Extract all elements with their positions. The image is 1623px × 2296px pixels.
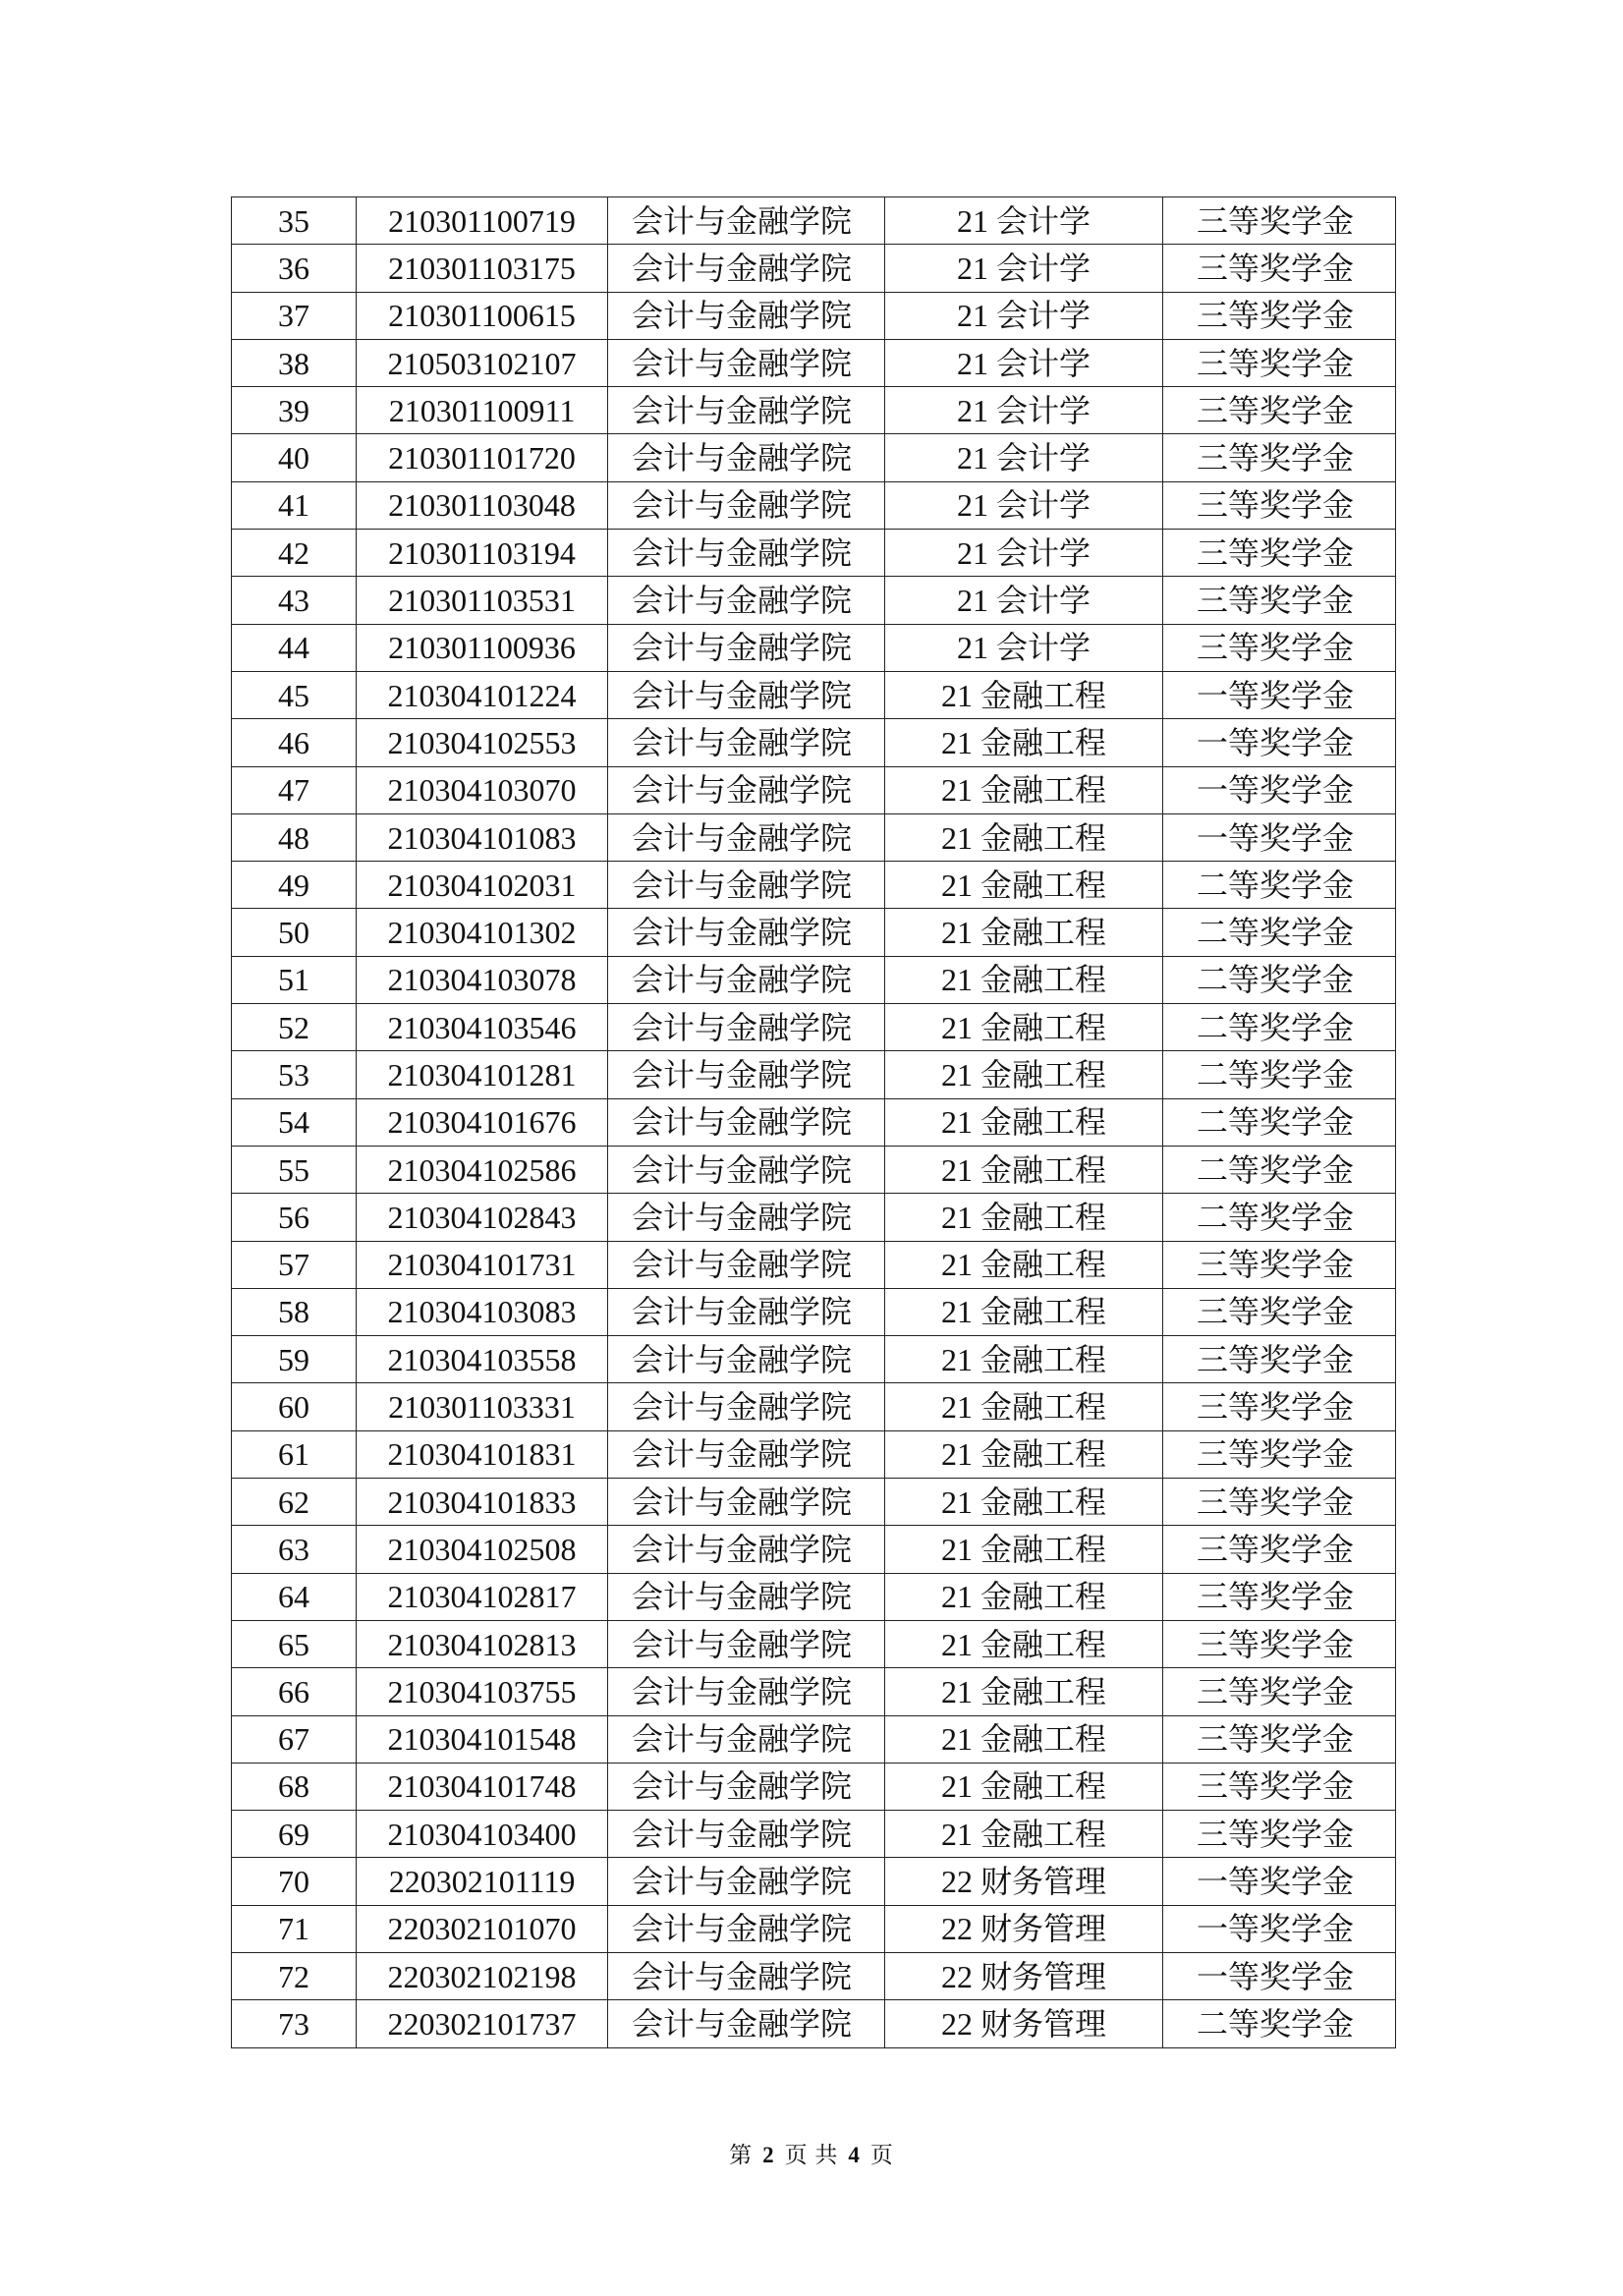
cell-major: 21 金融工程	[885, 862, 1163, 909]
cell-department: 会计与金融学院	[608, 2000, 885, 2047]
table-row	[232, 197, 1396, 245]
table-row	[232, 1620, 1396, 1667]
table-row	[232, 1004, 1396, 1051]
table-row	[232, 1146, 1396, 1193]
cell-index: 59	[232, 1336, 357, 1383]
cell-index: 61	[232, 1430, 357, 1478]
table-row	[232, 1241, 1396, 1288]
cell-major: 21 会计学	[885, 245, 1163, 292]
cell-index: 45	[232, 671, 357, 718]
table-row	[232, 1858, 1396, 1905]
cell-award: 三等奖学金	[1163, 197, 1396, 245]
table-row	[232, 719, 1396, 766]
cell-major: 21 金融工程	[885, 1573, 1163, 1620]
cell-award: 三等奖学金	[1163, 292, 1396, 339]
cell-award: 三等奖学金	[1163, 1430, 1396, 1478]
table-row	[232, 1479, 1396, 1526]
cell-major: 21 金融工程	[885, 956, 1163, 1003]
cell-student-id: 210304103755	[357, 1668, 608, 1715]
cell-student-id: 210304102508	[357, 1526, 608, 1573]
cell-award: 三等奖学金	[1163, 1383, 1396, 1430]
cell-award: 三等奖学金	[1163, 1288, 1396, 1335]
cell-index: 50	[232, 909, 357, 956]
cell-department: 会计与金融学院	[608, 1715, 885, 1763]
cell-major: 21 金融工程	[885, 1194, 1163, 1241]
cell-major: 21 金融工程	[885, 1288, 1163, 1335]
cell-major: 21 会计学	[885, 387, 1163, 434]
cell-student-id: 210304101083	[357, 813, 608, 861]
cell-award: 三等奖学金	[1163, 577, 1396, 624]
cell-department: 会计与金融学院	[608, 1383, 885, 1430]
cell-major: 21 金融工程	[885, 1715, 1163, 1763]
cell-student-id: 210304103558	[357, 1336, 608, 1383]
table-row	[232, 1526, 1396, 1573]
cell-major: 21 会计学	[885, 197, 1163, 245]
cell-student-id: 210304102817	[357, 1573, 608, 1620]
cell-award: 三等奖学金	[1163, 1620, 1396, 1667]
cell-student-id: 210301100615	[357, 292, 608, 339]
table-row	[232, 530, 1396, 577]
cell-index: 69	[232, 1811, 357, 1858]
cell-student-id: 220302101070	[357, 1905, 608, 1952]
cell-major: 21 金融工程	[885, 719, 1163, 766]
cell-award: 二等奖学金	[1163, 1004, 1396, 1051]
cell-student-id: 220302101119	[357, 1858, 608, 1905]
table-body	[232, 197, 1396, 2048]
cell-student-id: 220302102198	[357, 1952, 608, 1999]
cell-major: 21 金融工程	[885, 1479, 1163, 1526]
cell-major: 21 金融工程	[885, 1811, 1163, 1858]
cell-student-id: 210304102843	[357, 1194, 608, 1241]
table-row	[232, 434, 1396, 481]
cell-student-id: 210304101224	[357, 671, 608, 718]
cell-major: 21 金融工程	[885, 766, 1163, 813]
cell-department: 会计与金融学院	[608, 1858, 885, 1905]
cell-student-id: 210304103078	[357, 956, 608, 1003]
cell-index: 48	[232, 813, 357, 861]
cell-major: 21 会计学	[885, 434, 1163, 481]
cell-award: 三等奖学金	[1163, 1668, 1396, 1715]
cell-award: 三等奖学金	[1163, 1573, 1396, 1620]
cell-student-id: 210304103546	[357, 1004, 608, 1051]
table-row	[232, 1430, 1396, 1478]
cell-major: 21 金融工程	[885, 1668, 1163, 1715]
cell-index: 55	[232, 1146, 357, 1193]
cell-department: 会计与金融学院	[608, 434, 885, 481]
cell-major: 21 金融工程	[885, 909, 1163, 956]
cell-student-id: 210304102553	[357, 719, 608, 766]
cell-index: 37	[232, 292, 357, 339]
cell-department: 会计与金融学院	[608, 339, 885, 386]
cell-index: 49	[232, 862, 357, 909]
cell-index: 71	[232, 1905, 357, 1952]
cell-index: 62	[232, 1479, 357, 1526]
cell-award: 一等奖学金	[1163, 766, 1396, 813]
cell-department: 会计与金融学院	[608, 1004, 885, 1051]
footer-total-pages: 4	[848, 2143, 861, 2167]
cell-student-id: 210301103331	[357, 1383, 608, 1430]
cell-major: 21 金融工程	[885, 1004, 1163, 1051]
cell-award: 三等奖学金	[1163, 1526, 1396, 1573]
cell-index: 57	[232, 1241, 357, 1288]
footer-suffix: 页	[869, 2143, 894, 2167]
cell-major: 21 会计学	[885, 481, 1163, 529]
cell-index: 73	[232, 2000, 357, 2047]
table-row	[232, 956, 1396, 1003]
table-row	[232, 1905, 1396, 1952]
cell-student-id: 210304103083	[357, 1288, 608, 1335]
cell-index: 65	[232, 1620, 357, 1667]
cell-department: 会计与金融学院	[608, 197, 885, 245]
table-row	[232, 387, 1396, 434]
cell-department: 会计与金融学院	[608, 1573, 885, 1620]
table-row	[232, 909, 1396, 956]
cell-major: 21 金融工程	[885, 1620, 1163, 1667]
cell-department: 会计与金融学院	[608, 1146, 885, 1193]
table-row	[232, 1383, 1396, 1430]
cell-index: 41	[232, 481, 357, 529]
cell-department: 会计与金融学院	[608, 1288, 885, 1335]
cell-index: 42	[232, 530, 357, 577]
cell-department: 会计与金融学院	[608, 1668, 885, 1715]
cell-award: 二等奖学金	[1163, 1194, 1396, 1241]
cell-award: 三等奖学金	[1163, 1336, 1396, 1383]
cell-index: 72	[232, 1952, 357, 1999]
cell-award: 一等奖学金	[1163, 1858, 1396, 1905]
cell-major: 22 财务管理	[885, 1952, 1163, 1999]
cell-major: 22 财务管理	[885, 1858, 1163, 1905]
cell-index: 40	[232, 434, 357, 481]
cell-award: 一等奖学金	[1163, 813, 1396, 861]
cell-award: 三等奖学金	[1163, 387, 1396, 434]
cell-index: 35	[232, 197, 357, 245]
cell-department: 会计与金融学院	[608, 1620, 885, 1667]
cell-department: 会计与金融学院	[608, 1098, 885, 1146]
cell-award: 二等奖学金	[1163, 862, 1396, 909]
cell-major: 22 财务管理	[885, 1905, 1163, 1952]
cell-major: 21 金融工程	[885, 1051, 1163, 1098]
cell-index: 60	[232, 1383, 357, 1430]
cell-award: 三等奖学金	[1163, 1479, 1396, 1526]
cell-award: 一等奖学金	[1163, 671, 1396, 718]
cell-award: 二等奖学金	[1163, 909, 1396, 956]
cell-major: 21 金融工程	[885, 1241, 1163, 1288]
table-row	[232, 577, 1396, 624]
cell-student-id: 210304101281	[357, 1051, 608, 1098]
table-row	[232, 1288, 1396, 1335]
footer-page-number: 2	[762, 2143, 775, 2167]
cell-index: 53	[232, 1051, 357, 1098]
cell-department: 会计与金融学院	[608, 387, 885, 434]
table-row	[232, 1098, 1396, 1146]
cell-major: 21 金融工程	[885, 1763, 1163, 1810]
cell-department: 会计与金融学院	[608, 719, 885, 766]
cell-index: 36	[232, 245, 357, 292]
cell-index: 54	[232, 1098, 357, 1146]
cell-award: 三等奖学金	[1163, 624, 1396, 671]
scholarship-table	[231, 196, 1396, 2048]
table-row	[232, 245, 1396, 292]
cell-student-id: 210304102031	[357, 862, 608, 909]
cell-award: 三等奖学金	[1163, 530, 1396, 577]
cell-award: 三等奖学金	[1163, 1763, 1396, 1810]
cell-major: 21 金融工程	[885, 1430, 1163, 1478]
table-row	[232, 1811, 1396, 1858]
cell-index: 43	[232, 577, 357, 624]
table-row	[232, 1668, 1396, 1715]
cell-major: 21 会计学	[885, 339, 1163, 386]
footer-prefix: 第	[729, 2143, 754, 2167]
cell-major: 21 会计学	[885, 530, 1163, 577]
cell-major: 21 金融工程	[885, 813, 1163, 861]
cell-student-id: 220302101737	[357, 2000, 608, 2047]
cell-department: 会计与金融学院	[608, 1905, 885, 1952]
cell-award: 三等奖学金	[1163, 1811, 1396, 1858]
cell-student-id: 210301101720	[357, 434, 608, 481]
cell-student-id: 210301103048	[357, 481, 608, 529]
cell-major: 21 金融工程	[885, 1098, 1163, 1146]
cell-student-id: 210304101833	[357, 1479, 608, 1526]
table-row	[232, 1952, 1396, 1999]
cell-department: 会计与金融学院	[608, 1051, 885, 1098]
cell-award: 二等奖学金	[1163, 2000, 1396, 2047]
table-row	[232, 862, 1396, 909]
cell-department: 会计与金融学院	[608, 1336, 885, 1383]
cell-department: 会计与金融学院	[608, 624, 885, 671]
cell-index: 64	[232, 1573, 357, 1620]
table-row	[232, 1051, 1396, 1098]
cell-student-id: 210304101302	[357, 909, 608, 956]
cell-award: 二等奖学金	[1163, 956, 1396, 1003]
cell-award: 三等奖学金	[1163, 339, 1396, 386]
cell-student-id: 210304101748	[357, 1763, 608, 1810]
cell-index: 67	[232, 1715, 357, 1763]
cell-student-id: 210304102586	[357, 1146, 608, 1193]
cell-department: 会计与金融学院	[608, 1194, 885, 1241]
cell-department: 会计与金融学院	[608, 956, 885, 1003]
cell-student-id: 210301103531	[357, 577, 608, 624]
cell-department: 会计与金融学院	[608, 766, 885, 813]
cell-award: 二等奖学金	[1163, 1146, 1396, 1193]
cell-index: 63	[232, 1526, 357, 1573]
cell-major: 21 会计学	[885, 292, 1163, 339]
cell-department: 会计与金融学院	[608, 481, 885, 529]
table-row	[232, 1763, 1396, 1810]
cell-department: 会计与金融学院	[608, 1241, 885, 1288]
table-row	[232, 624, 1396, 671]
cell-department: 会计与金融学院	[608, 245, 885, 292]
cell-major: 21 会计学	[885, 577, 1163, 624]
cell-index: 58	[232, 1288, 357, 1335]
cell-award: 三等奖学金	[1163, 245, 1396, 292]
cell-award: 三等奖学金	[1163, 1241, 1396, 1288]
cell-student-id: 210304103400	[357, 1811, 608, 1858]
cell-major: 21 金融工程	[885, 1336, 1163, 1383]
table-row	[232, 766, 1396, 813]
cell-department: 会计与金融学院	[608, 1430, 885, 1478]
cell-department: 会计与金融学院	[608, 1526, 885, 1573]
table-row	[232, 1715, 1396, 1763]
cell-index: 44	[232, 624, 357, 671]
cell-major: 21 会计学	[885, 624, 1163, 671]
table-row	[232, 1194, 1396, 1241]
cell-department: 会计与金融学院	[608, 862, 885, 909]
cell-student-id: 210304101548	[357, 1715, 608, 1763]
cell-major: 21 金融工程	[885, 1146, 1163, 1193]
page-footer	[0, 2137, 1623, 2169]
cell-student-id: 210301103194	[357, 530, 608, 577]
cell-index: 47	[232, 766, 357, 813]
cell-major: 21 金融工程	[885, 1383, 1163, 1430]
cell-department: 会计与金融学院	[608, 909, 885, 956]
cell-department: 会计与金融学院	[608, 813, 885, 861]
cell-student-id: 210304101731	[357, 1241, 608, 1288]
cell-index: 68	[232, 1763, 357, 1810]
cell-major: 21 金融工程	[885, 671, 1163, 718]
cell-index: 39	[232, 387, 357, 434]
cell-student-id: 210301100911	[357, 387, 608, 434]
cell-award: 一等奖学金	[1163, 719, 1396, 766]
cell-student-id: 210301100719	[357, 197, 608, 245]
cell-award: 三等奖学金	[1163, 1715, 1396, 1763]
cell-student-id: 210301100936	[357, 624, 608, 671]
cell-student-id: 210304102813	[357, 1620, 608, 1667]
table-row	[232, 481, 1396, 529]
cell-award: 二等奖学金	[1163, 1098, 1396, 1146]
cell-department: 会计与金融学院	[608, 292, 885, 339]
cell-student-id: 210304101831	[357, 1430, 608, 1478]
table-row	[232, 671, 1396, 718]
cell-award: 一等奖学金	[1163, 1952, 1396, 1999]
cell-index: 56	[232, 1194, 357, 1241]
table-row	[232, 813, 1396, 861]
cell-department: 会计与金融学院	[608, 530, 885, 577]
table-row	[232, 2000, 1396, 2047]
cell-student-id: 210304103070	[357, 766, 608, 813]
cell-award: 三等奖学金	[1163, 481, 1396, 529]
table-row	[232, 339, 1396, 386]
cell-department: 会计与金融学院	[608, 577, 885, 624]
footer-middle: 页 共	[784, 2143, 839, 2167]
cell-major: 22 财务管理	[885, 2000, 1163, 2047]
table-row	[232, 292, 1396, 339]
cell-student-id: 210304101676	[357, 1098, 608, 1146]
cell-student-id: 210503102107	[357, 339, 608, 386]
cell-department: 会计与金融学院	[608, 1763, 885, 1810]
cell-department: 会计与金融学院	[608, 1479, 885, 1526]
cell-index: 51	[232, 956, 357, 1003]
cell-index: 52	[232, 1004, 357, 1051]
cell-department: 会计与金融学院	[608, 671, 885, 718]
cell-index: 46	[232, 719, 357, 766]
cell-award: 二等奖学金	[1163, 1051, 1396, 1098]
cell-index: 70	[232, 1858, 357, 1905]
cell-student-id: 210301103175	[357, 245, 608, 292]
table-row	[232, 1573, 1396, 1620]
cell-index: 66	[232, 1668, 357, 1715]
cell-index: 38	[232, 339, 357, 386]
cell-department: 会计与金融学院	[608, 1811, 885, 1858]
cell-award: 一等奖学金	[1163, 1905, 1396, 1952]
cell-department: 会计与金融学院	[608, 1952, 885, 1999]
cell-major: 21 金融工程	[885, 1526, 1163, 1573]
cell-award: 三等奖学金	[1163, 434, 1396, 481]
table-row	[232, 1336, 1396, 1383]
